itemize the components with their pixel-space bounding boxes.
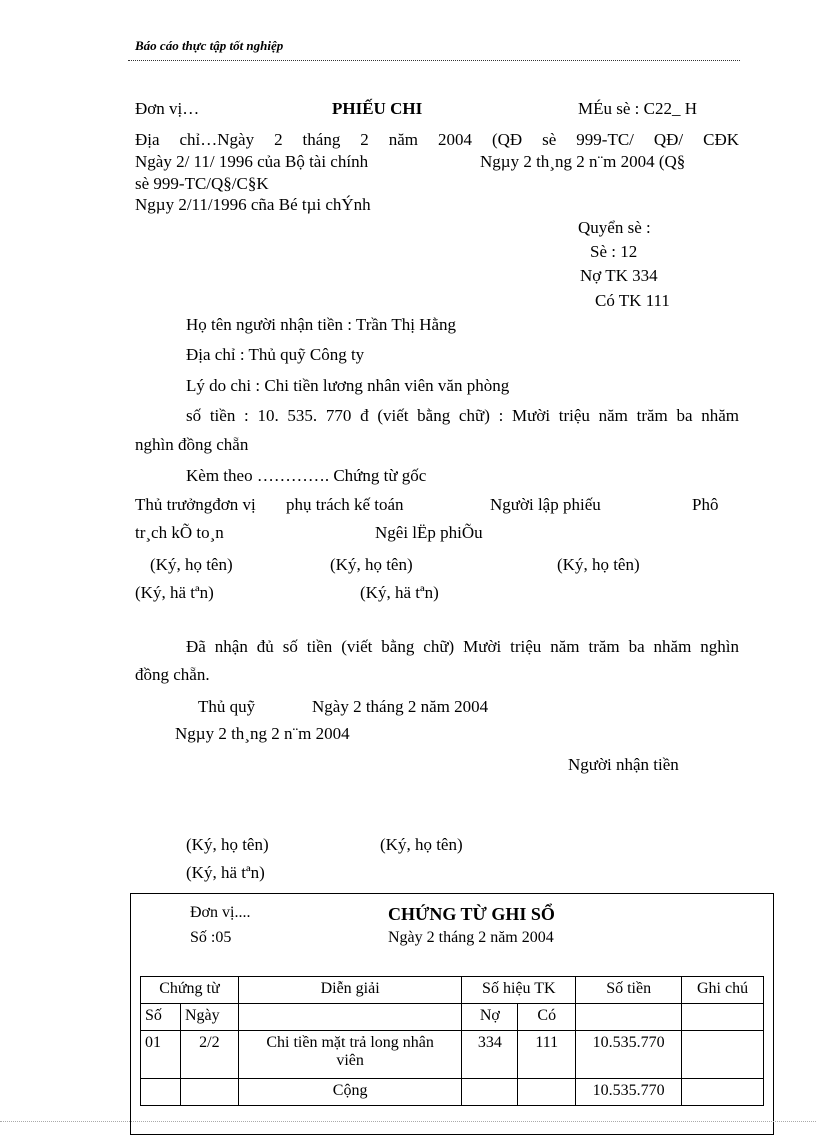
- signature-1: (Ký, họ tên): [150, 555, 233, 574]
- book-number: Quyển sè :: [578, 218, 651, 237]
- row-note: [682, 1031, 764, 1079]
- ledger-title: CHỨNG TỪ GHI SỔ: [388, 904, 555, 924]
- sign-garbled-2: Ngêi lËp phiÕu: [375, 523, 483, 542]
- subheader-credit: Có: [518, 1004, 576, 1031]
- row-credit: 111: [518, 1031, 576, 1079]
- row-no: 01: [141, 1031, 181, 1079]
- header-divider: [128, 60, 740, 61]
- signature-2: (Ký, họ tên): [330, 555, 413, 574]
- table-row: [141, 1031, 764, 1079]
- subheader-no: Số: [141, 1004, 181, 1031]
- subheader-empty: [682, 1004, 764, 1031]
- subheader-empty: [238, 1004, 462, 1031]
- subheader-day: Ngày: [180, 1004, 238, 1031]
- debit-account: Nợ TK 334: [580, 266, 658, 285]
- row-amount: 10.535.770: [576, 1031, 682, 1079]
- header-voucher: Chứng từ: [141, 977, 239, 1004]
- received-line-1: Đã nhận đủ số tiền (viết bằng chữ) Mười triệu năm trăm ba nhăm nghìn: [186, 637, 739, 656]
- payment-reason: Lý do chi : Chi tiền lương nhân viên văn phòng: [186, 376, 510, 395]
- sign-preparer: Người lập phiếu: [490, 495, 601, 514]
- receiver-label: Người nhận tiền: [568, 755, 679, 774]
- total-empty: [180, 1079, 238, 1106]
- address-line-2: Ngày 2/ 11/ 1996 của Bộ tài chính: [135, 152, 369, 171]
- signature-garbled-2: (Ký, hä tªn): [360, 583, 439, 602]
- row-debit: 334: [462, 1031, 518, 1079]
- received-line-2: đồng chẵn.: [135, 665, 210, 684]
- bottom-divider: [0, 1121, 816, 1122]
- total-empty: [141, 1079, 181, 1106]
- sign-accountant: phụ trách kế toán: [286, 495, 404, 514]
- total-label: Cộng: [238, 1079, 462, 1106]
- ledger-number: Số :05: [190, 929, 232, 946]
- sign-garbled-1: tr¸ch kÕ to¸n: [135, 523, 224, 542]
- total-empty: [462, 1079, 518, 1106]
- ledger-table: [140, 976, 764, 1106]
- row-description: Chi tiền mặt trả long nhân viên: [238, 1031, 462, 1079]
- address-line-4: Ngµy 2/11/1996 cña Bé tµi chÝnh: [135, 195, 371, 214]
- treasurer-label: Thủ quỹ: [198, 697, 256, 716]
- total-empty: [518, 1079, 576, 1106]
- subheader-debit: Nợ: [462, 1004, 518, 1031]
- attachments: Kèm theo …………. Chứng từ gốc: [186, 466, 427, 485]
- recipient-name: Họ tên người nhận tiền : Trần Thị Hằng: [186, 315, 457, 334]
- signature-5: (Ký, họ tên): [380, 835, 463, 854]
- ledger-unit: Đơn vị....: [190, 904, 251, 921]
- address-line-3: sè 999-TC/Q§/C§K: [135, 174, 269, 193]
- signature-4: (Ký, họ tên): [186, 835, 269, 854]
- row-day: 2/2: [180, 1031, 238, 1079]
- signature-garbled-1: (Ký, hä tªn): [135, 583, 214, 602]
- receipt-date: Ngày 2 tháng 2 năm 2004: [312, 697, 489, 716]
- subheader-empty: [576, 1004, 682, 1031]
- amount-line-1: số tiền : 10. 535. 770 đ (viết bằng chữ) : Mười triệu năm trăm ba nhăm: [186, 406, 739, 425]
- table-total-row: [141, 1079, 764, 1106]
- credit-account: Có TK 111: [595, 291, 670, 310]
- header-account: Số hiệu TK: [462, 977, 576, 1004]
- receipt-date-garbled: Ngµy 2 th¸ng 2 n¨m 2004: [175, 724, 350, 743]
- unit-label: Đơn vị…: [135, 99, 200, 118]
- form-number: MÉu sè : C22_ H: [578, 99, 697, 118]
- voucher-number: Sè : 12: [590, 242, 638, 261]
- signature-garbled-3: (Ký, hä tªn): [186, 863, 265, 882]
- header-note: Ghi chú: [682, 977, 764, 1004]
- table-subheader-row: [141, 1004, 764, 1031]
- sign-pho: Phô: [692, 495, 719, 514]
- recipient-address: Địa chỉ : Thủ quỹ Công ty: [186, 345, 365, 364]
- ledger-date: Ngày 2 tháng 2 năm 2004: [388, 929, 554, 946]
- amount-line-2: nghìn đồng chẵn: [135, 435, 249, 454]
- table-header-row: [141, 977, 764, 1004]
- address-line-1: Địa chỉ…Ngày 2 tháng 2 năm 2004 (QĐ sè 999-TC/ QĐ/ CĐK: [135, 130, 739, 149]
- sign-head-unit: Thủ trưởngđơn vị: [135, 495, 256, 514]
- voucher-title: PHIẾU CHI: [332, 99, 423, 118]
- address-line-2b: Ngµy 2 th¸ng 2 n¨m 2004 (Q§: [480, 152, 686, 171]
- header-amount: Số tiền: [576, 977, 682, 1004]
- total-empty: [682, 1079, 764, 1106]
- total-amount: 10.535.770: [576, 1079, 682, 1106]
- header-description: Diễn giải: [238, 977, 462, 1004]
- signature-3: (Ký, họ tên): [557, 555, 640, 574]
- running-header: Báo cáo thực tập tốt nghiệp: [135, 38, 284, 53]
